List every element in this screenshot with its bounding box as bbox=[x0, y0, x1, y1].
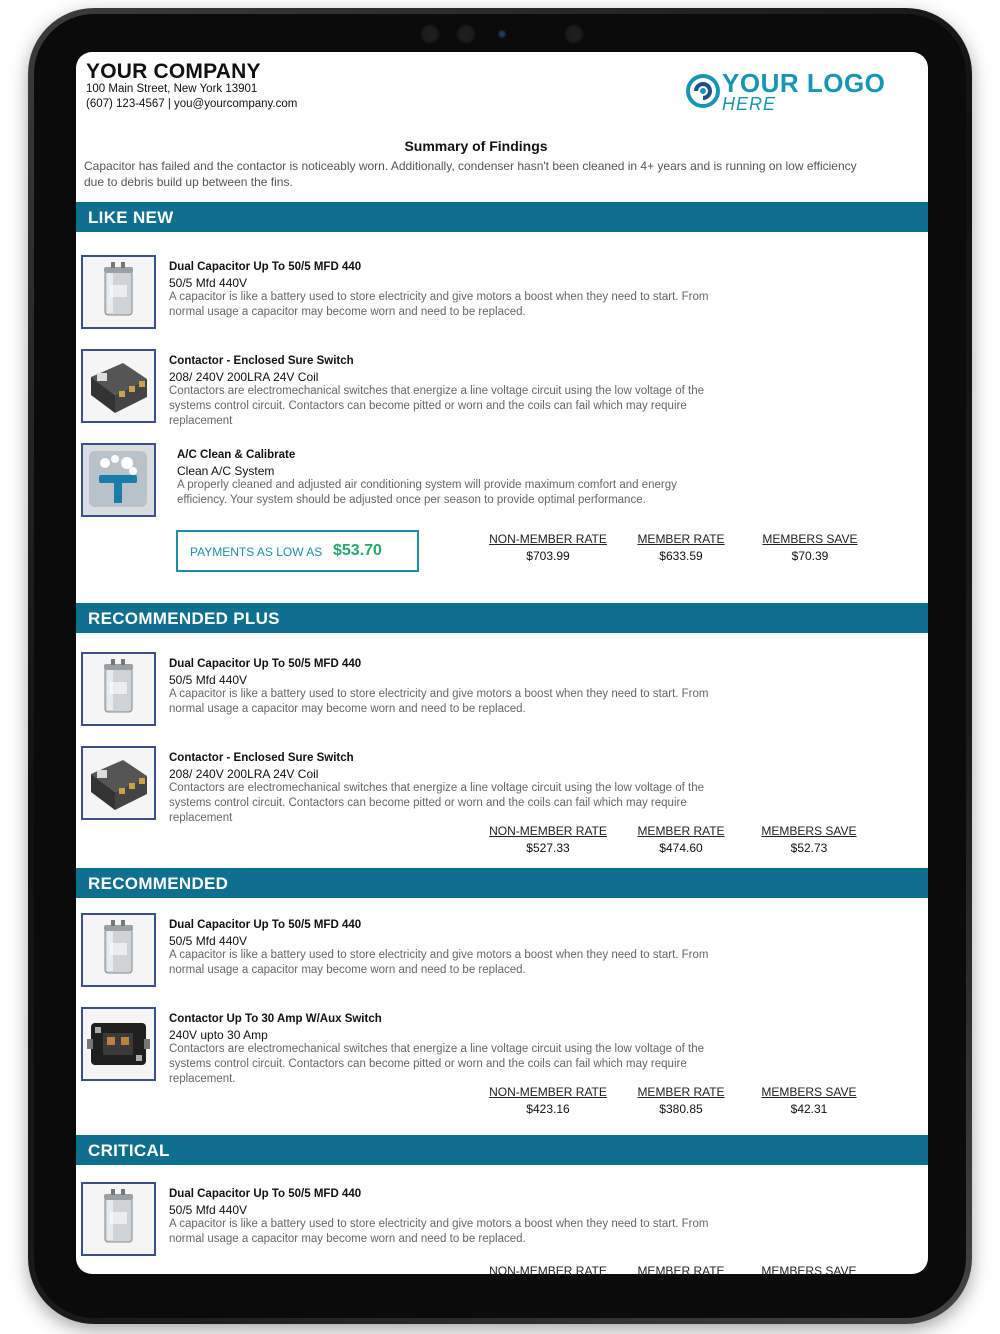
logo-text-secondary: HERE bbox=[722, 94, 777, 114]
item-subtitle: 208/ 240V 200LRA 24V Coil bbox=[169, 767, 319, 781]
contactor-icon bbox=[81, 746, 156, 820]
camera-indicator-icon bbox=[498, 30, 506, 38]
company-contact: (607) 123-4567 | you@yourcompany.com bbox=[86, 98, 298, 110]
company-logo bbox=[686, 70, 906, 116]
non-member-rate bbox=[478, 532, 618, 563]
section-header-critical: CRITICAL bbox=[76, 1135, 928, 1165]
company-address: 100 Main Street, New York 13901 bbox=[86, 83, 258, 95]
item-title: Dual Capacitor Up To 50/5 MFD 440 bbox=[169, 919, 362, 931]
rate-label: MEMBER RATE bbox=[637, 1264, 725, 1274]
item-subtitle: 240V upto 30 Amp bbox=[169, 1028, 268, 1042]
rate-label: MEMBER RATE bbox=[637, 532, 725, 546]
payment-plan-box[interactable] bbox=[176, 530, 419, 572]
rate-value: $70.39 bbox=[791, 549, 829, 563]
member-rate bbox=[611, 1264, 751, 1274]
item-title: Contactor Up To 30 Amp W/Aux Switch bbox=[169, 1013, 382, 1025]
item-description: A properly cleaned and adjusted air conditioning system will provide maximum comfort and energy efficiency. Your system should be adjusted once per season to provide optimal performance. bbox=[177, 479, 677, 506]
sensor-icon bbox=[420, 24, 440, 44]
section-header-recommended-plus: RECOMMENDED PLUS bbox=[76, 603, 928, 633]
item-subtitle: 50/5 Mfd 440V bbox=[169, 673, 248, 687]
member-rate bbox=[611, 532, 751, 563]
item-description: Contactors are electromechanical switches that energize a line voltage circuit using the low voltage of the systems control circuit. Contactors can become pitted or worn and the coils can fail which may require replacement bbox=[169, 782, 705, 824]
section-header-recommended: RECOMMENDED bbox=[76, 868, 928, 898]
rate-label: MEMBERS SAVE bbox=[762, 532, 858, 546]
payment-label: PAYMENTS AS LOW AS bbox=[190, 545, 323, 559]
rate-label: MEMBERS SAVE bbox=[761, 824, 857, 838]
item-description: Contactors are electromechanical switches that energize a line voltage circuit using the low voltage of the systems control circuit. Contactors can become pitted or worn and the coils can fail which may require replacement. bbox=[169, 1043, 705, 1085]
member-rate bbox=[611, 1085, 751, 1116]
non-member-rate bbox=[478, 824, 618, 855]
item-subtitle: 50/5 Mfd 440V bbox=[169, 276, 248, 290]
capacitor-icon bbox=[81, 255, 156, 329]
rate-value: $527.33 bbox=[526, 841, 570, 855]
item-title: Dual Capacitor Up To 50/5 MFD 440 bbox=[169, 1188, 362, 1200]
rate-summary bbox=[476, 824, 896, 860]
payment-amount: $53.70 bbox=[333, 542, 382, 559]
rate-label: MEMBER RATE bbox=[637, 824, 725, 838]
company-name: YOUR COMPANY bbox=[86, 60, 261, 83]
rate-label: NON-MEMBER RATE bbox=[489, 824, 607, 838]
item-title: Contactor - Enclosed Sure Switch bbox=[169, 355, 354, 367]
item-description: A capacitor is like a battery used to store electricity and give motors a boost when they need to start. From normal usage a capacitor may become worn and need to be replaced. bbox=[169, 688, 709, 715]
rate-value: $423.16 bbox=[526, 1102, 570, 1116]
rate-value: $380.85 bbox=[659, 1102, 703, 1116]
item-title: Dual Capacitor Up To 50/5 MFD 440 bbox=[169, 658, 362, 670]
rate-value: $474.60 bbox=[659, 841, 703, 855]
ac-clean-icon bbox=[81, 443, 156, 517]
capacitor-icon bbox=[81, 652, 156, 726]
summary-text: Capacitor has failed and the contactor is noticeably worn. Additionally, condenser hasn't been cleaned in 4+ years and is running on low efficiency due to debris build up between the fins. bbox=[84, 159, 857, 189]
member-rate bbox=[611, 824, 751, 855]
members-save bbox=[740, 532, 880, 563]
item-subtitle: Clean A/C System bbox=[177, 464, 275, 478]
non-member-rate bbox=[478, 1264, 618, 1274]
members-save bbox=[739, 1264, 879, 1274]
contactor-icon bbox=[81, 349, 156, 423]
item-description: A capacitor is like a battery used to store electricity and give motors a boost when they need to start. From normal usage a capacitor may become worn and need to be replaced. bbox=[169, 291, 709, 318]
rate-label: MEMBERS SAVE bbox=[761, 1264, 857, 1274]
item-description: Contactors are electromechanical switches that energize a line voltage circuit using the low voltage of the systems control circuit. Contactors can become pitted or worn and the coils can fail which may require replacement bbox=[169, 385, 705, 427]
rate-value: $52.73 bbox=[790, 841, 828, 855]
rate-summary-partial bbox=[476, 1264, 896, 1274]
members-save bbox=[739, 1085, 879, 1116]
report-screen bbox=[76, 52, 928, 1274]
rate-value: $703.99 bbox=[526, 549, 570, 563]
item-subtitle: 50/5 Mfd 440V bbox=[169, 1203, 248, 1217]
rate-summary bbox=[476, 1085, 896, 1121]
item-description: A capacitor is like a battery used to store electricity and give motors a boost when they need to start. From normal usage a capacitor may become worn and need to be replaced. bbox=[169, 1218, 709, 1245]
capacitor-icon bbox=[81, 913, 156, 987]
item-description: A capacitor is like a battery used to store electricity and give motors a boost when they need to start. From normal usage a capacitor may become worn and need to be replaced. bbox=[169, 949, 709, 976]
camera-icon bbox=[456, 24, 476, 44]
rate-label: NON-MEMBER RATE bbox=[489, 1264, 607, 1274]
rate-value: $633.59 bbox=[659, 549, 703, 563]
rate-label: MEMBER RATE bbox=[637, 1085, 725, 1099]
item-subtitle: 208/ 240V 200LRA 24V Coil bbox=[169, 370, 319, 384]
members-save bbox=[739, 824, 879, 855]
item-subtitle: 50/5 Mfd 440V bbox=[169, 934, 248, 948]
logo-swirl-icon bbox=[686, 74, 720, 108]
section-header-like-new: LIKE NEW bbox=[76, 202, 928, 232]
item-title: Contactor - Enclosed Sure Switch bbox=[169, 752, 354, 764]
item-title: A/C Clean & Calibrate bbox=[177, 449, 296, 461]
logo-text-primary: YOUR LOGO bbox=[722, 68, 886, 98]
rate-label: NON-MEMBER RATE bbox=[489, 532, 607, 546]
rate-summary bbox=[476, 532, 896, 568]
item-title: Dual Capacitor Up To 50/5 MFD 440 bbox=[169, 261, 362, 273]
sensor-icon bbox=[564, 24, 584, 44]
rate-label: MEMBERS SAVE bbox=[761, 1085, 857, 1099]
capacitor-icon bbox=[81, 1182, 156, 1256]
rate-value: $42.31 bbox=[790, 1102, 828, 1116]
rate-label: NON-MEMBER RATE bbox=[489, 1085, 607, 1099]
contactor-30amp-icon bbox=[81, 1007, 156, 1081]
summary-title: Summary of Findings bbox=[404, 138, 548, 154]
non-member-rate bbox=[478, 1085, 618, 1116]
